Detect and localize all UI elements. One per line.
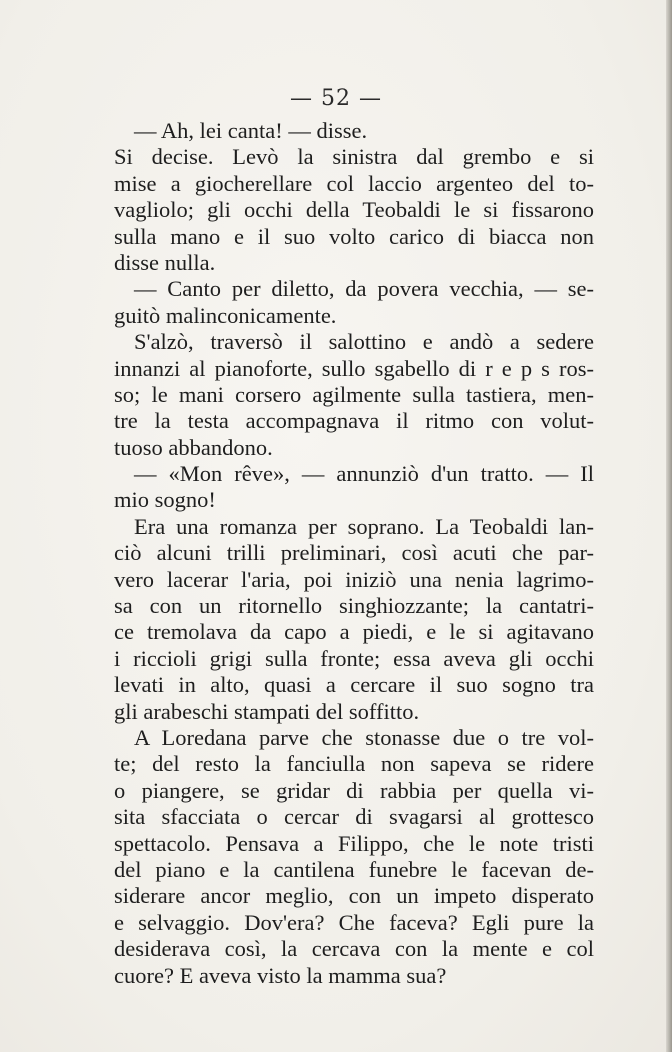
text-line: Si decise. Levò la sinistra dal grembo e si bbox=[114, 144, 594, 170]
text-line: ciò alcuni trilli preliminari, così acuti che par- bbox=[114, 540, 594, 566]
text-line: — Ah, lei canta! — disse. bbox=[134, 118, 368, 143]
text-line: gli arabeschi stampati del soffitto. bbox=[114, 698, 420, 724]
text-line: cuore? E aveva visto la mamma sua? bbox=[114, 962, 447, 988]
text-line: spettacolo. Pensava a Filippo, che le note tristi bbox=[114, 830, 594, 856]
text-line: siderare ancor meglio, con un impeto disperato bbox=[114, 883, 594, 909]
text-line: sulla mano e il suo volto carico di biacca non bbox=[114, 223, 594, 249]
text-line: te; del resto la fanciulla non sapeva se ridere bbox=[114, 751, 594, 777]
text-line: disse nulla. bbox=[114, 249, 216, 275]
text-line: — «Mon rêve», — annunziò d'un tratto. — Il bbox=[134, 461, 594, 487]
text-line: sa con un ritornello singhiozzante; la cantatri- bbox=[114, 593, 594, 619]
text-line: sita sfacciata o cercar di svagarsi al grottesco bbox=[114, 804, 594, 830]
text-line: S'alzò, traversò il salottino e andò a sedere bbox=[134, 329, 594, 355]
text-line: tuoso abbandono. bbox=[114, 434, 273, 460]
text-line: mise a giocherellare col laccio argenteo del to- bbox=[114, 170, 594, 196]
text-line: i riccioli grigi sulla fronte; essa aveva gli occhi bbox=[114, 645, 594, 671]
text-line: desiderava così, la cercava con la mente e col bbox=[114, 936, 594, 962]
page-edge bbox=[666, 0, 672, 1052]
text-line: innanzi al pianoforte, sullo sgabello di r e p s ros- bbox=[114, 355, 594, 381]
text-line: vero lacerar l'aria, poi iniziò una nenia lagrimo- bbox=[114, 566, 594, 592]
text-line: A Loredana parve che stonasse due o tre vol- bbox=[134, 724, 594, 750]
page-number: — 52 — bbox=[290, 86, 382, 111]
text-line: e selvaggio. Dov'era? Che faceva? Egli pure la bbox=[114, 909, 594, 935]
text-line: Era una romanza per soprano. La Teobaldi lan- bbox=[134, 513, 594, 539]
text-line: levati in alto, quasi a cercare il suo sogno tra bbox=[114, 672, 594, 698]
text-line: guitò malinconicamente. bbox=[114, 302, 337, 328]
text-line: vagliolo; gli occhi della Teobaldi le si fissarono bbox=[114, 197, 594, 223]
body-text bbox=[114, 118, 594, 989]
text-line: o piangere, se gridar di rabbia per quella vi- bbox=[114, 777, 594, 803]
text-line: so; le mani corsero agilmente sulla tastiera, men- bbox=[114, 381, 594, 407]
text-line: del piano e la cantilena funebre le facevan de- bbox=[114, 856, 594, 882]
text-line: tre la testa accompagnava il ritmo con volut- bbox=[114, 408, 594, 434]
text-line: mio sogno! bbox=[114, 487, 216, 513]
text-line: — Canto per diletto, da povera vecchia, — se- bbox=[134, 276, 594, 302]
text-line: ce tremolava da capo a piedi, e le si agitavano bbox=[114, 619, 594, 645]
